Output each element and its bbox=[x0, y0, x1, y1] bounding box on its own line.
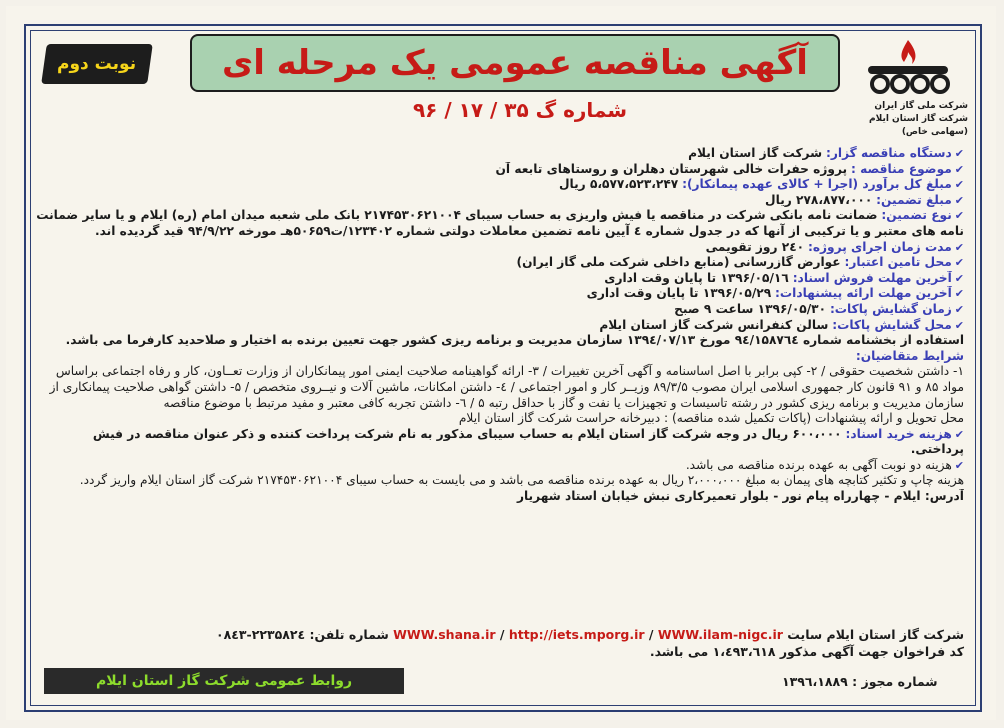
tender-number: شماره گ ۳۵ / ۱۷ / ۹۶ bbox=[412, 98, 628, 122]
check-icon: ✔ bbox=[954, 193, 964, 207]
tender-code: کد فراخوان جهت آگهی مذکور ۱،٤۹۳،٦۱۸ می باشد. bbox=[649, 644, 964, 659]
field-row: ✔مبلغ کل برآورد (اجرا + کالای عهده پیمانکار): ۵،۵۷۷،۵۲۳،۲۴۷ ریال bbox=[558, 177, 964, 192]
contact-line: شرکت گاز استان ایلام سایت WWW.shana.ir / http://iets.mporg.ir / WWW.ilam-nigc.ir شماره تلفن: ۲۲۳۵۸۲٤-۰۸٤۳ کد فراخوان جهت آگهی مذکور ۱،٤۹۳،٦۱۸ می باشد. bbox=[150, 627, 964, 659]
link-shana[interactable]: WWW.shana.ir bbox=[393, 627, 496, 642]
field-row: ✔آخرین مهلت ارائه پیشنهادات: ۱۳۹۶/۰۵/۲۹ تا پایان وقت اداری bbox=[586, 286, 964, 301]
circular-note: استفاده از بخشنامه شماره ۹٤/۱۵۸۷٦٤ مورخ ۱۳۹٤/۰۷/۱۳ سازمان مدیریت و برنامه ریزی کشور جهت تعیین برنده به اختیار و صلاحدید کارفرما می باشد. bbox=[65, 333, 964, 348]
guarantee-block: ✔نوع تضمین: ضمانت نامه بانکی شرکت در مناقصه یا فیش واریزی به حساب سیبای ۲۱۷۴۵۳۰۶۲۱۰۰۴ بانک ملی شعبه میدان امام (ره) ایلام و یا سایر ضمانت نامه های معتبر و یا ترکیبی از آنها که در جدول شماره ٤ آیین نامه تضمین معاملات دولتی شماره ۱۲۳۴۰۲/ت۵۰۶۵۹هـ مورخه ۹۴/۹/۲۲ قید گردیده اند. bbox=[36, 208, 964, 238]
check-icon: ✔ bbox=[954, 256, 964, 270]
field-row: ✔مدت زمان اجرای پروژه: ۲٤۰ روز تقویمی bbox=[705, 239, 964, 254]
public-relations-footer: روابط عمومی شرکت گاز استان ایلام bbox=[44, 668, 404, 694]
field-row: ✔زمان گشایش پاکات: ۱۳۹۶/۰۵/۳۰ ساعت ۹ صبح bbox=[674, 301, 964, 316]
phone-number: شماره تلفن: ۲۲۳۵۸۲٤-۰۸٤۳ bbox=[215, 627, 389, 642]
site-prefix: شرکت گاز استان ایلام سایت bbox=[787, 627, 964, 642]
field-row: ✔محل تامین اعتبار: عوارض گازرسانی (منابع داخلی شرکت ملی گاز ایران) bbox=[516, 255, 964, 270]
address: آدرس: ایلام - چهارراه پیام نور - بلوار تعمیرکاری نبش خیابان استاد شهریار bbox=[516, 489, 964, 504]
notice-body bbox=[36, 146, 964, 505]
check-icon: ✔ bbox=[954, 271, 964, 285]
badge-label: نوبت دوم bbox=[57, 54, 137, 74]
field-row: ✔آخرین مهلت فروش اسناد: ۱۳۹۶/۰۵/۱٦ تا پایان وقت اداری bbox=[604, 270, 964, 285]
delivery-place: محل تحویل و ارائه پیشنهادات (پاکات تکمیل شده مناقصه) : دبیرخانه حراست شرکت گاز استان ایلام bbox=[458, 411, 964, 426]
field-row: ✔مبلغ تضمین: ۲۷۸،۸۷۷،۰۰۰ ریال bbox=[765, 192, 964, 207]
purchase-cost: ✔هزینه خرید اسناد: ۶۰۰،۰۰۰ ریال در وجه شرکت گاز استان ایلام به حساب سیبای مذکور به نام شرکت پرداخت کننده و ذکر عنوان مناقصه در فیش پرداختی. bbox=[92, 426, 964, 457]
ad-cost: ✔هزینه دو نوبت آگهی به عهده برنده مناقصه می باشد. bbox=[685, 457, 964, 472]
check-icon: ✔ bbox=[954, 209, 964, 223]
field-row: ✔محل گشایش پاکات: سالن کنفرانس شرکت گاز استان ایلام bbox=[599, 317, 964, 332]
conditions-title: شرایط متقاضیان: bbox=[855, 348, 964, 363]
check-icon: ✔ bbox=[954, 147, 964, 160]
second-notice-badge bbox=[41, 44, 153, 84]
check-icon: ✔ bbox=[954, 318, 964, 332]
link-ilam-nigc[interactable]: WWW.ilam-nigc.ir bbox=[657, 627, 783, 642]
company-name-2: شرکت گاز استان ایلام (سهامی خاص) bbox=[869, 114, 968, 137]
field-row: ✔دستگاه مناقصه گزار: شرکت گاز استان ایلام bbox=[688, 146, 964, 160]
field-row: ✔موضوع مناقصه : پروژه حفرات خالی شهرستان دهلران و روستاهای تابعه آن bbox=[495, 161, 964, 176]
conditions-text: ۱- داشتن شخصیت حقوقی / ۲- کپی برابر با اصل اساسنامه و آگهی آخرین تغییرات / ۳- ارائه گواهینامه صلاحیت ایمنی امور پیمانکاران از وزارت تعــاون، کار و رفاه اجتماعی براساس مواد ۸۵ و ۹۱ قانون کار جمهوری اسلامی ایران مصوب ۸۹/۳/۵ وزیــر کار و امور اجتماعی / ٤- داشتن امکانات، ماشین آلات و نیــروی متخصص / ۵- داشتن گواهی صلاحیت پیمانکاری از سازمان مدیریت و برنامه ریزی کشور در رشته تاسیسات و تجهیزات یا نفت و گاز با حداقل رتبه ۵ / ٦- داشتن تجربه کافی معتبر و مفید مرتبط با موضوع مناقصه bbox=[49, 364, 964, 410]
nigc-logo-icon bbox=[858, 38, 958, 94]
company-caption bbox=[848, 100, 968, 139]
check-icon: ✔ bbox=[954, 302, 964, 316]
check-icon: ✔ bbox=[954, 178, 964, 192]
check-icon: ✔ bbox=[954, 162, 964, 176]
company-name-1: شرکت ملی گاز ایران bbox=[874, 101, 968, 111]
print-cost: هزینه چاپ و تکثیر کتابچه های پیمان به مبلغ ۲،۰۰۰،۰۰۰ ریال به عهده برنده مناقصه می باشد و می بایست به حساب سیبای ۲۱۷۴۵۳۰۶۲۱۰۰۴ شرکت گاز استان ایلام واریز گردد. bbox=[79, 473, 964, 488]
permit-number: شماره مجوز : ۱۳۹٦،۱۸۸۹ bbox=[782, 674, 938, 689]
check-icon: ✔ bbox=[954, 240, 964, 254]
title-banner bbox=[190, 34, 840, 92]
page-title: آگهی مناقصه عمومی یک مرحله ای bbox=[222, 43, 808, 83]
check-icon: ✔ bbox=[954, 458, 964, 472]
check-icon: ✔ bbox=[954, 287, 964, 301]
link-iets[interactable]: http://iets.mporg.ir bbox=[508, 627, 645, 642]
check-icon: ✔ bbox=[954, 427, 964, 441]
